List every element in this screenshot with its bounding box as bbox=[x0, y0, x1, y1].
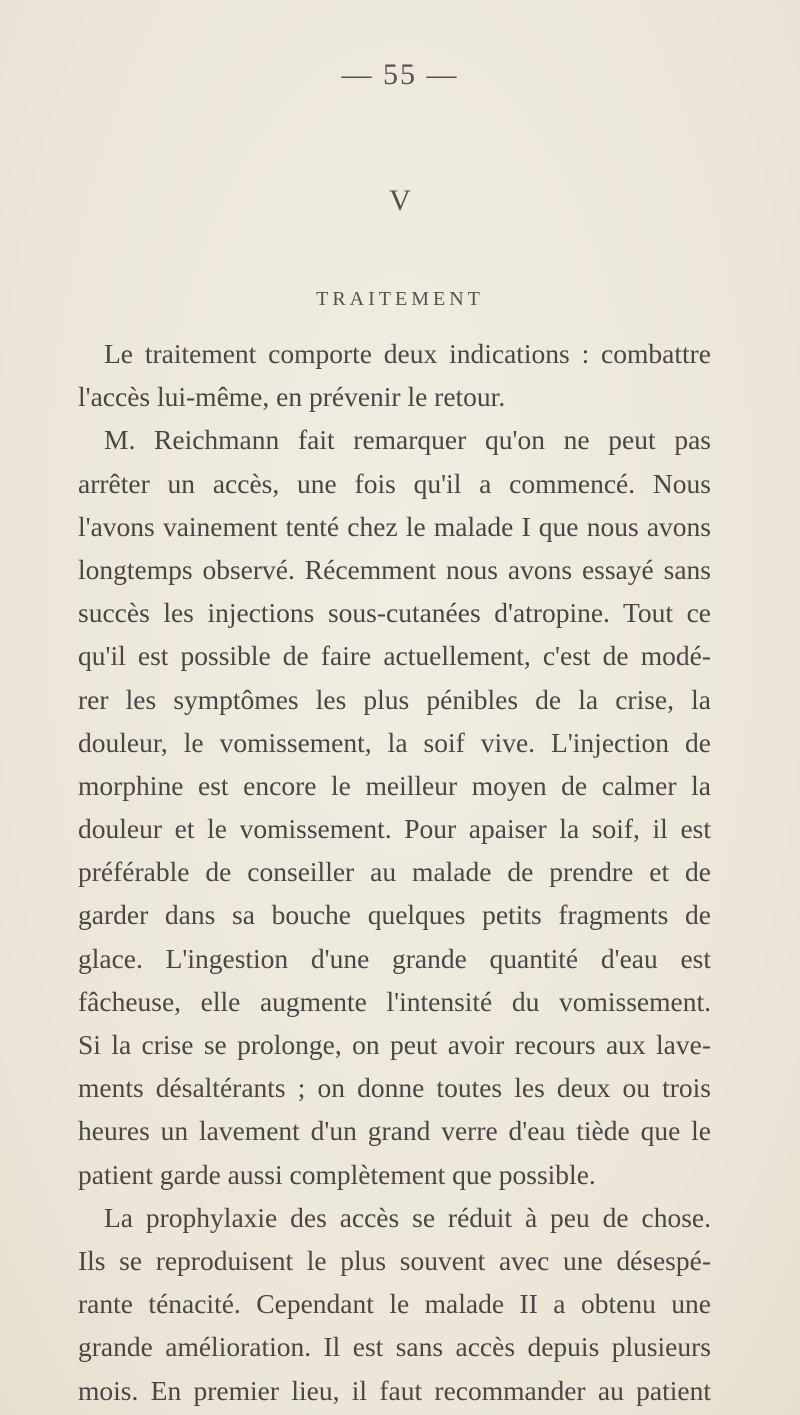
text-line: rer les symptômes les plus pénibles de la crise, la bbox=[78, 683, 711, 715]
text-line: arrêter un accès, une fois qu'il a commencé. Nous bbox=[78, 467, 711, 499]
chapter-title: TRAITEMENT bbox=[316, 288, 484, 310]
text-line: morphine est encore le meilleur moyen de calmer la bbox=[78, 769, 711, 801]
text-line: Si la crise se prolonge, on peut avoir recours aux lave- bbox=[78, 1029, 711, 1060]
text-line: patient garde aussi complètement que possible. bbox=[78, 1158, 596, 1190]
text-line: ments désaltérants ; on donne toutes les deux ou trois bbox=[78, 1072, 711, 1104]
text-line: l'avons vainement tenté chez le malade I que nous avons bbox=[78, 510, 711, 542]
text-line: succès les injections sous-cutanées d'atropine. Tout ce bbox=[78, 597, 711, 629]
text-line: M. Reichmann fait remarquer qu'on ne peut pas bbox=[104, 424, 711, 456]
text-line: grande amélioration. Il est sans accès depuis plusieurs bbox=[78, 1331, 711, 1363]
text-line: fâcheuse, elle augmente l'intensité du vomissement. bbox=[78, 985, 711, 1017]
text-line: l'accès lui-même, en prévenir le retour. bbox=[78, 381, 506, 413]
text-line: garder dans sa bouche quelques petits fragments de bbox=[78, 899, 711, 931]
text-line: préférable de conseiller au malade de prendre et de bbox=[78, 856, 711, 888]
text-line: qu'il est possible de faire actuellement, c'est de modé- bbox=[78, 640, 711, 672]
text-line: douleur, le vomissement, la soif vive. L'injection de bbox=[78, 726, 711, 758]
text-line: mois. En premier lieu, il faut recommander au patient bbox=[78, 1374, 711, 1406]
chapter-number: V bbox=[389, 184, 411, 217]
text-line: glace. L'ingestion d'une grande quantité d'eau est bbox=[78, 942, 711, 974]
text-line: Le traitement comporte deux indications : combattre bbox=[104, 338, 711, 369]
text-line: La prophylaxie des accès se réduit à peu de chose. bbox=[104, 1201, 711, 1233]
text-line: douleur et le vomissement. Pour apaiser la soif, il est bbox=[78, 813, 711, 845]
page-number: — 55 — bbox=[341, 58, 459, 91]
text-line: Ils se reproduisent le plus souvent avec une désespé- bbox=[78, 1244, 711, 1276]
text-line: longtemps observé. Récemment nous avons essayé sans bbox=[78, 553, 711, 585]
text-line: rante ténacité. Cependant le malade II a obtenu une bbox=[78, 1288, 711, 1320]
body-text bbox=[78, 332, 711, 1412]
text-line: heures un lavement d'un grand verre d'eau tiède que le bbox=[78, 1115, 711, 1147]
